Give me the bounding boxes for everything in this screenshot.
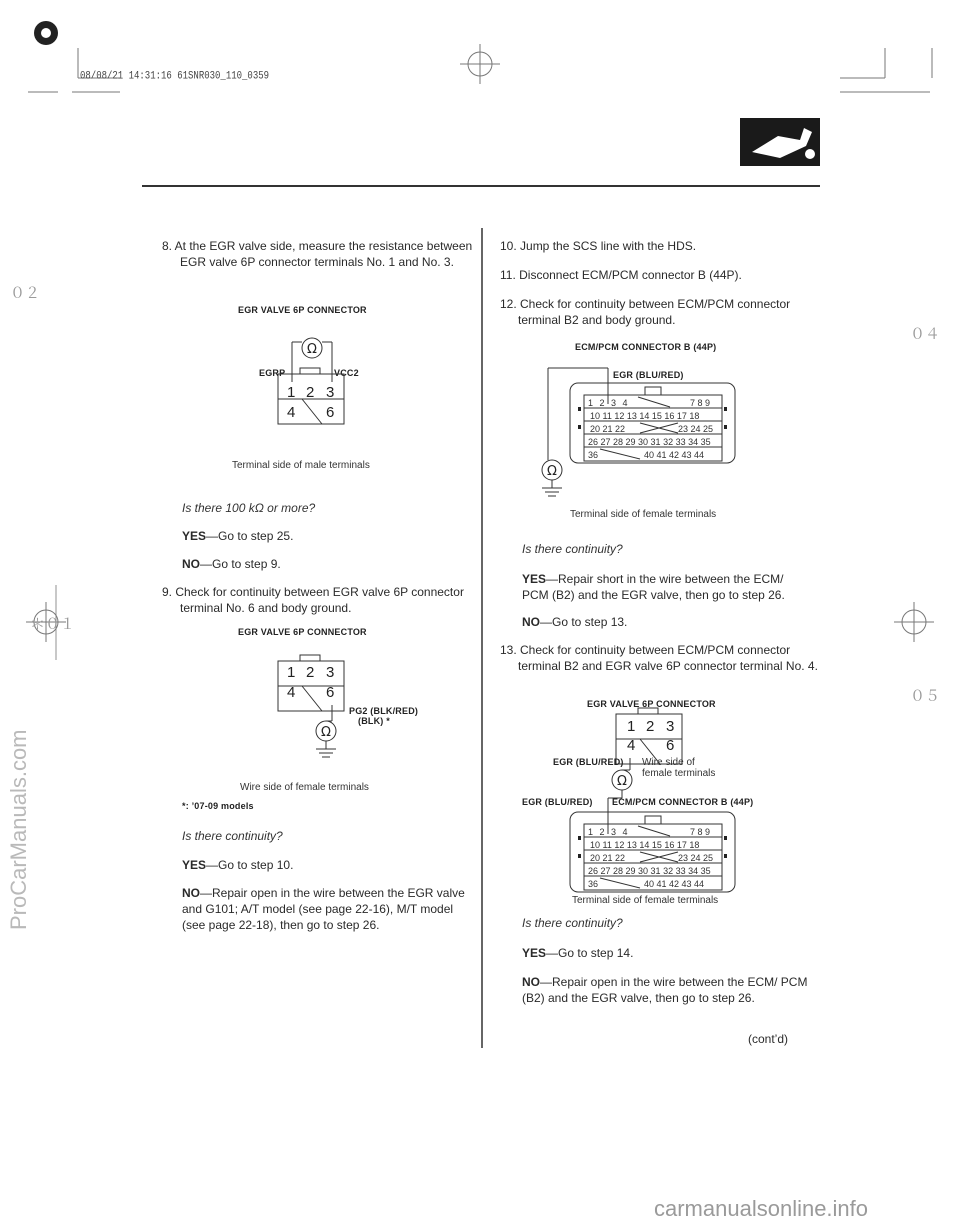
step-9: 9. Check for continuity between EGR valve 6P connector terminal No. 6 and body ground.	[162, 585, 464, 615]
fig3-title: ECM/PCM CONNECTOR B (44P)	[575, 342, 717, 352]
fig4-row2: 10 11 12 13 14 15 16 17 18	[590, 840, 700, 850]
fig4-caption: Terminal side of female terminals	[572, 895, 719, 906]
fig2-connector-diagram	[260, 645, 380, 765]
side-watermark: ProCarManuals.com	[6, 729, 31, 930]
fig4-pin-4: 4	[627, 737, 636, 754]
no-1: NO—Go to step 9.	[182, 557, 281, 571]
step-13: 13. Check for continuity between ECM/PCM connector terminal B2 and EGR valve 6P connector terminal No. 4.	[500, 643, 818, 673]
fig4-wire-side-2: female terminals	[642, 768, 716, 779]
question-4: Is there continuity?	[522, 916, 623, 930]
fig4-pin-2: 2	[646, 718, 655, 735]
fig2-wire-blk: (BLK) *	[358, 716, 390, 726]
fig4-title: EGR VALVE 6P CONNECTOR	[587, 699, 716, 709]
margin-mark-04: ０４	[910, 326, 941, 343]
no-4: NO—Repair open in the wire between the ECM/ PCM (B2) and the EGR valve, then go to step 26.	[522, 975, 808, 1005]
fig3-row1b: 7 8 9	[690, 398, 711, 408]
question-1: Is there 100 kΩ or more?	[182, 501, 316, 515]
fig1-label-egrp: EGRP	[259, 368, 286, 378]
fig2-title: EGR VALVE 6P CONNECTOR	[238, 627, 367, 637]
fig1-label-vcc2: VCC2	[334, 368, 359, 378]
fig1-caption: Terminal side of male terminals	[232, 460, 370, 471]
step-10: 10. Jump the SCS line with the HDS.	[500, 239, 697, 253]
fig4-row1a: 1 2 3 4	[588, 827, 628, 837]
fig1-title: EGR VALVE 6P CONNECTOR	[238, 305, 367, 315]
fig4-row1b: 7 8 9	[690, 827, 711, 837]
fig2-pin-4: 4	[287, 684, 296, 701]
fig1-pin-4: 4	[287, 404, 296, 421]
fig3-row5a: 36	[588, 450, 599, 460]
fig3-connector-44p	[570, 383, 735, 463]
fig2-pin-6: 6	[326, 684, 335, 701]
step-8: 8. At the EGR valve side, measure the resistance between EGR valve 6P connector terminals No. 1 and No. 3.	[162, 239, 473, 269]
fig4-wire-top: EGR (BLU/RED)	[553, 757, 624, 767]
step-12: 12. Check for continuity between ECM/PCM connector terminal B2 and body ground.	[500, 297, 791, 327]
fig4-wire-side-1: Wire side of	[642, 757, 695, 768]
yes-label: YES	[182, 529, 207, 543]
fig4-row5a: 36	[588, 879, 599, 889]
fig3-row3a: 20 21 22	[590, 424, 626, 434]
fig3-row1a: 1 2 3 4	[588, 398, 628, 408]
fig4-conn-title: ECM/PCM CONNECTOR B (44P)	[612, 797, 754, 807]
yes-1: YES—Go to step 25.	[182, 529, 294, 543]
svg-text:Ω: Ω	[321, 725, 331, 740]
footer-watermark: carmanualsonline.info	[654, 1196, 869, 1221]
margin-mark-01: ＊０１	[30, 616, 76, 633]
continued-note: (cont’d)	[748, 1032, 789, 1046]
fig4-wire-left: EGR (BLU/RED)	[522, 797, 593, 807]
fig4-row5b: 40 41 42 43 44	[644, 879, 705, 889]
fig2-caption: Wire side of female terminals	[240, 782, 369, 793]
fig1-pin-6: 6	[326, 404, 335, 421]
fig1-pin-3: 3	[326, 384, 335, 401]
fig1-pin-2: 2	[306, 384, 315, 401]
fig3-row5b: 40 41 42 43 44	[644, 450, 705, 460]
fig3-wire: EGR (BLU/RED)	[613, 370, 684, 380]
fig1-connector-diagram	[260, 330, 380, 430]
no-2: NO—Repair open in the wire between the EGR valve and G101; A/T model (see page 22-16), M/T model (see page 22-18), then go to step 26.	[182, 886, 465, 932]
fig2-pin-3: 3	[326, 664, 335, 681]
svg-text:Ω: Ω	[617, 774, 627, 789]
fig3-caption: Terminal side of female terminals	[570, 509, 717, 520]
yes-4: YES—Go to step 14.	[522, 946, 634, 960]
fig4-row4: 26 27 28 29 30 31 32 33 34 35	[588, 866, 711, 876]
fig3-row3b: 23 24 25	[678, 424, 714, 434]
step-11: 11. Disconnect ECM/PCM connector B (44P).	[500, 268, 742, 282]
fig2-pin-2: 2	[306, 664, 315, 681]
margin-mark-02: ０２	[10, 285, 41, 302]
fig1-ohm-icon: Ω	[307, 342, 317, 357]
fig2-wire-pg2: PG2 (BLK/RED)	[349, 706, 419, 716]
print-stamp: 08/08/21 14:31:16 61SNR030_110_0359	[80, 70, 270, 82]
fig4-pin-6: 6	[666, 737, 675, 754]
no-3: NO—Go to step 13.	[522, 615, 628, 629]
fig4-pin-1: 1	[627, 718, 636, 735]
fig4-row3a: 20 21 22	[590, 853, 626, 863]
no-label: NO	[182, 557, 200, 571]
fig2-model-note: *: ’07-09 models	[182, 801, 254, 811]
fig4-connector-44p	[570, 812, 735, 892]
svg-text:Ω: Ω	[547, 464, 557, 479]
fig4-pin-3: 3	[666, 718, 675, 735]
fig1-pin-1: 1	[287, 384, 296, 401]
yes-2: YES—Go to step 10.	[182, 858, 294, 872]
fig3-row2: 10 11 12 13 14 15 16 17 18	[590, 411, 700, 421]
fig2-pin-1: 1	[287, 664, 296, 681]
question-2: Is there continuity?	[182, 829, 283, 843]
fig4-row3b: 23 24 25	[678, 853, 714, 863]
question-3: Is there continuity?	[522, 542, 623, 556]
fig3-row4: 26 27 28 29 30 31 32 33 34 35	[588, 437, 711, 447]
margin-mark-05: ０５	[910, 688, 941, 705]
yes-3: YES—Repair short in the wire between the ECM/ PCM (B2) and the EGR valve, then go to step 26.	[522, 572, 785, 602]
